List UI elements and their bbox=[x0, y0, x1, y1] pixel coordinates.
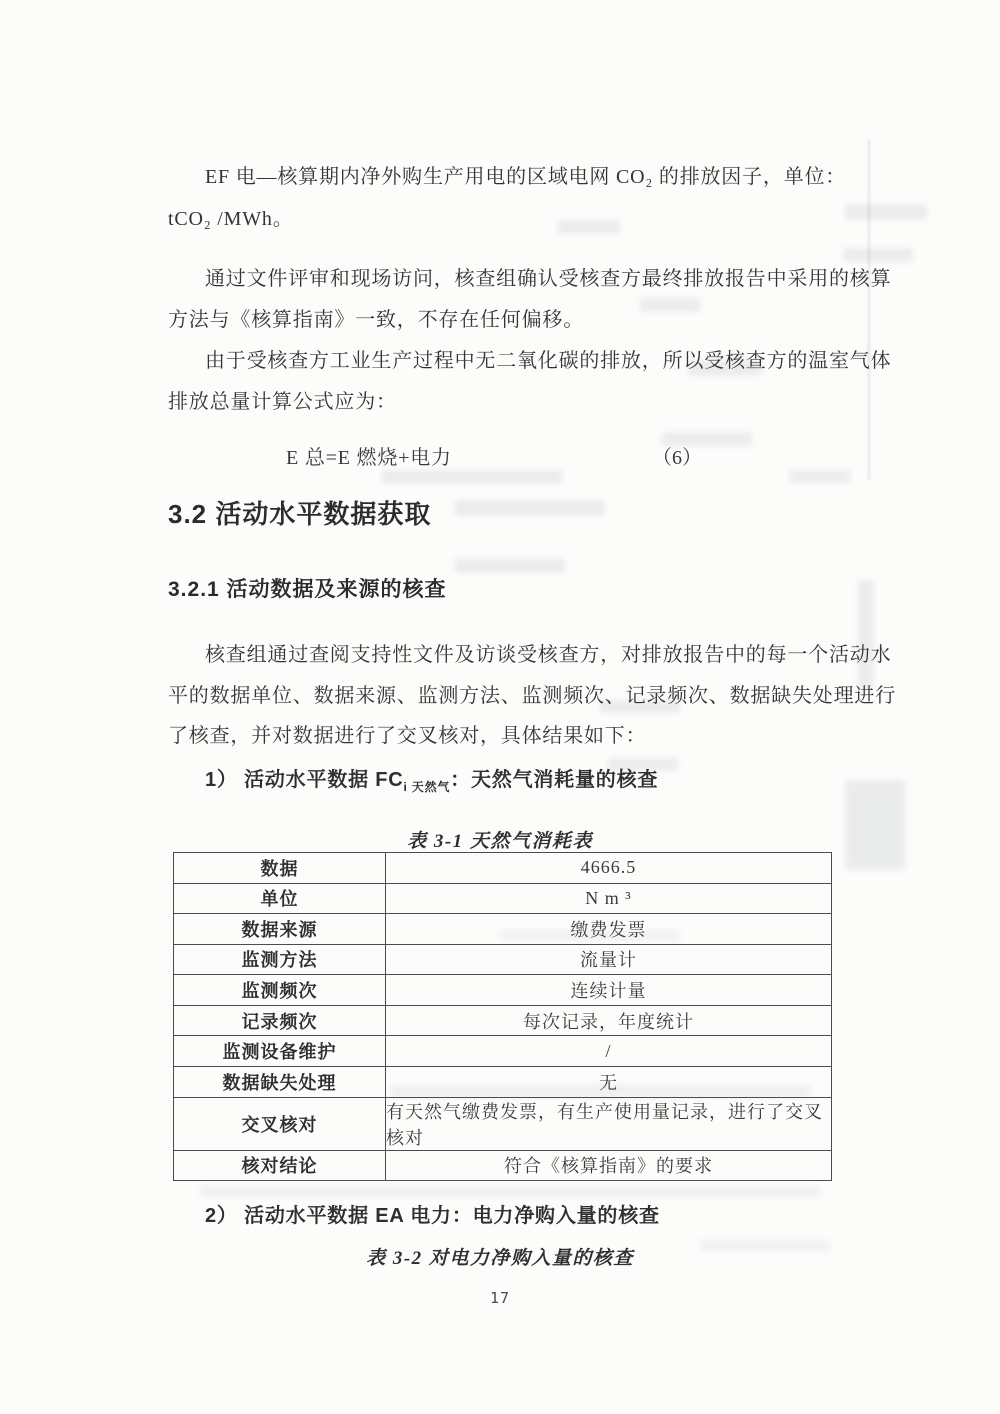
row-label-equipment-maintenance: 监测设备维护 bbox=[174, 1036, 386, 1066]
list-item-1-suffix: ：天然气消耗量的核查 bbox=[450, 769, 659, 791]
paragraph-process-emissions-line1: 由于受核查方工业生产过程中无二氧化碳的排放，所以受核查方的温室气体 bbox=[205, 350, 892, 372]
bleed-through-table-line bbox=[868, 140, 870, 480]
row-label-monitoring-frequency: 监测频次 bbox=[174, 975, 386, 1005]
paragraph-ef-definition-line2: tCO₂ /MWh。 bbox=[168, 208, 294, 230]
row-value-unit: N m ³ bbox=[585, 887, 632, 908]
table-row bbox=[174, 945, 831, 976]
row-label-monitoring-method: 监测方法 bbox=[174, 945, 386, 975]
table-row bbox=[174, 1067, 831, 1098]
paragraph-process-emissions-line2: 排放总量计算公式应为： bbox=[168, 391, 397, 413]
bleed-through-artifact bbox=[200, 1186, 820, 1197]
section-heading-3-2: 3.2 活动水平数据获取 bbox=[168, 499, 432, 529]
table-row bbox=[174, 1006, 831, 1037]
table-3-1-caption: 表 3-1 天然气消耗表 bbox=[407, 831, 593, 852]
row-label-cross-check: 交叉核对 bbox=[174, 1098, 386, 1150]
bleed-through-artifact bbox=[558, 220, 620, 234]
bleed-through-artifact bbox=[845, 204, 927, 220]
table-row bbox=[174, 1151, 831, 1181]
bleed-through-artifact bbox=[455, 500, 605, 516]
table-row bbox=[174, 884, 831, 915]
row-value-monitoring-method: 流量计 bbox=[580, 950, 637, 971]
list-item-natural-gas bbox=[205, 763, 658, 795]
page-number: 17 bbox=[489, 1289, 511, 1307]
table-row bbox=[174, 914, 831, 945]
paragraph-review-line2: 方法与《核算指南》一致，不存在任何偏移。 bbox=[168, 309, 584, 331]
bleed-through-artifact bbox=[455, 558, 565, 573]
row-value-equipment-maintenance: / bbox=[605, 1040, 612, 1061]
row-label-data: 数据 bbox=[174, 853, 386, 883]
table-row bbox=[174, 975, 831, 1006]
section-heading-3-2-1: 3.2.1 活动数据及来源的核查 bbox=[168, 578, 447, 601]
bleed-through-artifact bbox=[640, 298, 700, 312]
bleed-through-artifact bbox=[843, 248, 913, 262]
paragraph-activity-check-line3: 了核查，并对数据进行了交叉核对，具体结果如下： bbox=[168, 725, 647, 747]
row-value-missing-data-handling: 无 bbox=[599, 1072, 618, 1093]
formula-number: （6） bbox=[652, 447, 702, 469]
bleed-through-artifact bbox=[382, 470, 562, 484]
paragraph-activity-check-line2: 平的数据单位、数据来源、监测方法、监测频次、记录频次、数据缺失处理进行 bbox=[168, 685, 896, 707]
bleed-through-artifact bbox=[845, 780, 905, 870]
paragraph-review-line1: 通过文件评审和现场访问，核查组确认受核查方最终排放报告中采用的核算 bbox=[205, 268, 892, 290]
row-value-monitoring-frequency: 连续计量 bbox=[570, 981, 647, 1002]
row-label-check-conclusion: 核对结论 bbox=[174, 1151, 386, 1181]
bleed-through-artifact bbox=[858, 580, 874, 690]
row-label-recording-frequency: 记录频次 bbox=[174, 1006, 386, 1036]
table-3-2-caption: 表 3-2 对电力净购入量的核查 bbox=[366, 1248, 634, 1269]
row-value-cross-check: 有天然气缴费发票，有生产使用量记录，进行了交叉核对 bbox=[386, 1101, 823, 1148]
row-value-check-conclusion: 符合《核算指南》的要求 bbox=[504, 1156, 713, 1177]
bleed-through-artifact bbox=[790, 470, 850, 483]
row-value-data-source: 缴费发票 bbox=[570, 919, 647, 940]
row-label-data-source: 数据来源 bbox=[174, 914, 386, 944]
row-label-unit: 单位 bbox=[174, 884, 386, 914]
paragraph-ef-definition-line1: EF 电—核算期内净外购生产用电的区域电网 CO₂ 的排放因子，单位： bbox=[205, 166, 847, 188]
list-item-electricity: 2） 活动水平数据 EA 电力：电力净购入量的核查 bbox=[205, 1205, 660, 1227]
list-item-1-prefix: 1） 活动水平数据 FC bbox=[205, 769, 404, 791]
row-value-data: 4666.5 bbox=[580, 857, 637, 878]
row-label-missing-data-handling: 数据缺失处理 bbox=[174, 1067, 386, 1097]
table-3-1-natural-gas bbox=[173, 852, 832, 1181]
row-value-recording-frequency: 每次记录，年度统计 bbox=[523, 1011, 694, 1032]
table-row bbox=[174, 1098, 831, 1151]
formula-total-emissions: E 总=E 燃烧+电力 bbox=[286, 447, 452, 469]
table-row bbox=[174, 1036, 831, 1067]
list-item-1-subscript: i 天然气 bbox=[403, 780, 451, 794]
table-row bbox=[174, 853, 831, 884]
paragraph-activity-check-line1: 核查组通过查阅支持性文件及访谈受核查方，对排放报告中的每一个活动水 bbox=[205, 644, 892, 666]
